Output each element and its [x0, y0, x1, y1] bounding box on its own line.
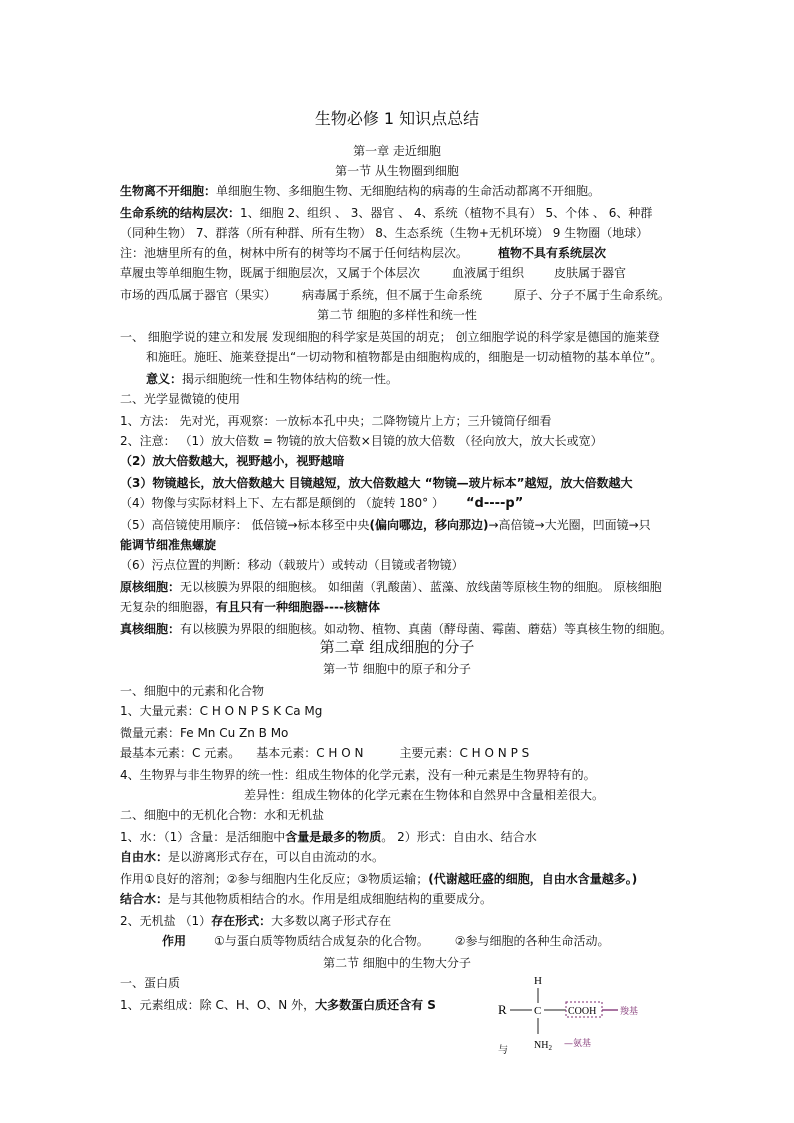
term-label: 生物离不开细胞：: [120, 184, 217, 198]
para-note-2: （2）放大倍数越大，视野越小，视野越暗: [120, 454, 345, 468]
diagram-nh2-label: [534, 1040, 552, 1052]
text: 是以游离形式存在，可以自由流动的水。: [168, 850, 385, 864]
section-1-1-heading: 第一节 从生物圈到细胞: [335, 164, 459, 178]
text: 病毒属于系统，但不属于生命系统: [302, 288, 483, 302]
amino-acid-structure-diagram: [494, 972, 664, 1062]
text: 2、无机盐 （1）: [120, 914, 212, 928]
para-water: [120, 828, 738, 846]
para-free-water: [120, 848, 738, 866]
para-examples-2: [120, 286, 738, 304]
para-macro-elements: 1、大量元素：C H O N P S K Ca Mg: [120, 704, 323, 718]
section-1-2-heading: 第二节 细胞的多样性和统一性: [317, 308, 477, 322]
para-method: 1、方法： 先对光，再观察：一放标本孔中央；二降物镜片上方；三升镜筒仔细看: [120, 414, 552, 428]
term-label: 结合水：: [120, 892, 169, 906]
para-note: [120, 244, 738, 262]
para-note-3: （3）物镜越长，放大倍数越大 目镜越短，放大倍数越大 “物镜—玻片标本”越短，放大倍数越大: [120, 476, 633, 490]
text: 皮肤属于器官: [554, 266, 627, 280]
text-bold: (代谢越旺盛的细胞，自由水含量越多。): [428, 872, 638, 886]
para-note-6: （6）污点位置的判断：移动（载玻片）或转动（目镜或者物镜）: [120, 558, 464, 572]
para-elements-heading: 一、细胞中的元素和化合物: [120, 684, 265, 698]
carboxyl-label: 羧基: [620, 1007, 639, 1017]
para-significance: [146, 370, 738, 388]
text: 无复杂的细胞器，: [120, 600, 217, 614]
text: （5）高倍镜使用顺序： 低倍镜→标本移至中央: [120, 518, 370, 532]
para-note-5-cont: 能调节细准焦螺旋: [120, 538, 217, 552]
para-trailing-char: 与: [498, 1045, 508, 1056]
text-bold: 存在形式：: [211, 914, 272, 928]
para-examples-1: [120, 264, 738, 282]
text: 揭示细胞统一性和生物体结构的统一性。: [182, 372, 399, 386]
para-note-5: [120, 516, 738, 534]
para-cell-theory-cont: 和施旺。施旺、施莱登提出“一切动物和植物都是由细胞构成的，细胞是一切动植物的基本单位”。: [146, 350, 663, 364]
nh-subscript: 2: [548, 1044, 552, 1052]
text-bold: 大多数蛋白质还含有 S: [315, 998, 436, 1012]
term-label: 原核细胞：: [120, 580, 181, 594]
para-levels-cont: （同种生物） 7、群落（所有种群、所有生物） 8、生态系统（生物+无机环境） 9 生物圈（地球）: [120, 226, 649, 240]
text: 1、细胞 2、组织 、 3、器官 、 4、系统（植物不具有） 5、个体 、 6、种群: [240, 206, 653, 220]
para-microscope-heading: 二、光学显微镜的使用: [120, 392, 241, 406]
text: →高倍镜→大光圈，凹面镜→只: [488, 518, 651, 532]
text: 。 2）形式：自由水、结合水: [381, 830, 537, 844]
chapter-2-heading: 第二章 组成细胞的分子: [319, 638, 475, 656]
term-label: 意义：: [146, 372, 183, 386]
text: 注：池塘里所有的鱼，树林中所有的树等均不属于任何结构层次。: [120, 246, 469, 260]
text: 单细胞生物、多细胞生物、无细胞结构的病毒的生命活动都离不开细胞。: [216, 184, 601, 198]
text: 基本元素：C H O N: [256, 746, 364, 760]
para-salts-function: [162, 932, 738, 950]
para-prokaryote-cont: [120, 598, 738, 616]
text: 原子、分子不属于生命系统。: [514, 288, 671, 302]
amino-label: —氨基: [564, 1039, 592, 1049]
text: 最基本元素：C 元素。: [120, 746, 241, 760]
para-salts: [120, 912, 738, 930]
para-difference: 差异性：组成生物体的化学元素在生物体和自然界中含量相差很大。: [244, 788, 605, 802]
term-label: 生命系统的结构层次：: [120, 206, 241, 220]
section-2-2-heading: 第二节 细胞中的生物大分子: [323, 956, 471, 970]
text: 草履虫等单细胞生物，既属于细胞层次，又属于个体层次: [120, 266, 421, 280]
chapter-1-heading: 第一章 走近细胞: [353, 144, 441, 158]
text: 1、水：（1）含量：是活细胞中: [120, 830, 286, 844]
para-life-cells: [120, 182, 738, 200]
section-2-1-heading: 第一节 细胞中的原子和分子: [323, 662, 471, 676]
text: ①与蛋白质等物质结合成复杂的化合物。: [214, 934, 429, 948]
para-note-4: [120, 494, 738, 513]
text: 无以核膜为界限的细胞核。 如细菌（乳酸菌）、蓝藻、放线菌等原核生物的细胞。 原核细胞: [180, 580, 662, 594]
nh-text: NH: [534, 1040, 549, 1051]
term-label: 真核细胞：: [120, 622, 181, 636]
para-bound-water: [120, 890, 738, 908]
para-basic-elements: [120, 744, 738, 762]
text: ②参与细胞的各种生命活动。: [454, 934, 610, 948]
para-cell-theory: 一、 细胞学说的建立和发展 发现细胞的科学家是英国的胡克； 创立细胞学说的科学家是德国的施莱登: [120, 330, 660, 344]
term-label: 作用: [162, 934, 187, 948]
term-label: 自由水：: [120, 850, 169, 864]
text-bold: “d----p”: [466, 496, 524, 511]
document-title: 生物必修 1 知识点总结: [314, 109, 480, 128]
text-bold: 植物不具有系统层次: [498, 246, 607, 260]
text: 大多数以离子形式存在: [271, 914, 392, 928]
text: 1、元素组成：除 C、H、O、N 外，: [120, 998, 316, 1012]
para-prokaryote: [120, 578, 738, 596]
text: 主要元素：C H O N P S: [399, 746, 530, 760]
text: 有以核膜为界限的细胞核。如动物、植物、真菌（酵母菌、霉菌、蘑菇）等真核生物的细胞。: [180, 622, 673, 636]
para-levels: [120, 204, 738, 222]
text: 血液属于组织: [452, 266, 525, 280]
para-free-water-function: [120, 870, 738, 888]
text-bold: (偏向哪边，移向那边): [369, 518, 489, 532]
diagram-cooh-label: COOH: [568, 1006, 597, 1017]
para-protein-heading: 一、蛋白质: [120, 976, 181, 990]
diagram-r-label: R: [498, 1002, 507, 1017]
diagram-c-label: C: [534, 1005, 542, 1017]
text: 是与其他物质相结合的水。作用是组成细胞结构的重要成分。: [168, 892, 493, 906]
text: 作用①良好的溶剂；②参与细胞内生化反应；③物质运输；: [120, 872, 429, 886]
diagram-h-label: H: [534, 975, 542, 987]
para-micro-elements: 微量元素：Fe Mn Cu Zn B Mo: [120, 726, 289, 740]
text: 市场的西瓜属于器官（果实）: [120, 288, 277, 302]
text-bold: 含量是最多的物质: [285, 830, 382, 844]
text: （4）物像与实际材料上下、左右都是颠倒的 （旋转 180° ）: [120, 496, 444, 510]
para-unity: 4、生物界与非生物界的统一性：组成生物体的化学元素，没有一种元素是生物界特有的。: [120, 768, 596, 782]
para-note-1: 2、注意： （1）放大倍数 = 物镜的放大倍数×目镜的放大倍数 （径向放大，放大长或宽）: [120, 434, 603, 448]
text-bold: 有且只有一种细胞器----核糖体: [216, 600, 380, 614]
para-inorganic-heading: 二、细胞中的无机化合物：水和无机盐: [120, 808, 325, 822]
para-eukaryote: [120, 620, 738, 638]
